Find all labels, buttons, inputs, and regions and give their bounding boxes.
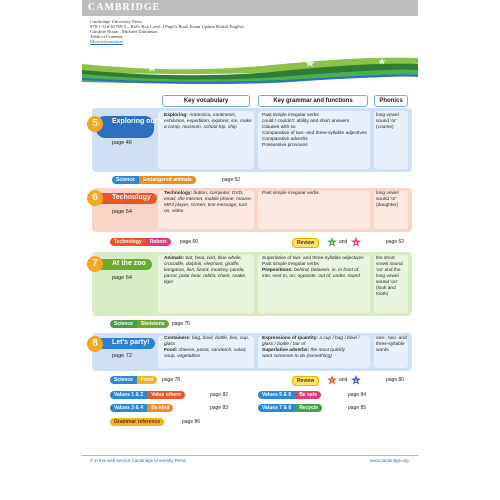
values-7-8-link[interactable] bbox=[258, 404, 322, 412]
vocab-topic-label: Technology: bbox=[164, 191, 193, 196]
unit-5-number: 5 bbox=[87, 116, 103, 132]
unit-5-phonics: long vowel sound 'or' (course) bbox=[376, 113, 399, 130]
pill-values: Values 5 & 6 bbox=[258, 391, 295, 399]
star-number: 7 bbox=[330, 377, 334, 383]
pill-science: Science bbox=[112, 176, 139, 184]
unit-6-star-icon bbox=[351, 237, 361, 247]
review-page: page 62 bbox=[386, 239, 405, 245]
grammar-label: Expressions of quantity: bbox=[262, 336, 318, 341]
brand-logo: CAMBRIDGE bbox=[88, 2, 161, 13]
pill-values: Values 1 & 2 bbox=[110, 391, 147, 399]
unit-5-grammar bbox=[262, 113, 368, 149]
decorative-wave-banner bbox=[82, 56, 418, 86]
unit-5-vocab bbox=[164, 113, 254, 131]
values-page: page 84 bbox=[348, 392, 367, 398]
vocab-words: bag, bowl, bottle, box, cup, glass bbox=[164, 336, 250, 347]
unit-7-title-tab[interactable] bbox=[96, 259, 152, 270]
unit-5-star-icon bbox=[327, 237, 337, 247]
science-page: page 70 bbox=[172, 321, 191, 327]
grammar-item: Superlative of two- and three-syllable adjectives bbox=[262, 256, 364, 261]
unit-5-title: Exploring our world bbox=[112, 118, 179, 125]
grammar-words: behind, between, in, in front of, into, next to, on, opposite, out of, under, round bbox=[262, 268, 360, 279]
pill-science: Science bbox=[110, 320, 137, 328]
unit-8-page: page 72 bbox=[112, 353, 132, 359]
unit-6-vocab bbox=[164, 191, 254, 215]
vocab-words: button, computer, DVD, email, the internet, mobile phone, mouse, MP3 player, screen, text message, turn on, video bbox=[164, 191, 252, 214]
grammar-item bbox=[262, 354, 368, 360]
vocab-group bbox=[164, 336, 254, 348]
column-header-grammar: Key grammar and functions bbox=[258, 95, 368, 107]
vocab-topic-label: Containers: bbox=[164, 336, 191, 341]
footer-copyright: © in this web service Cambridge University Press bbox=[90, 458, 186, 463]
technology-robots-link[interactable] bbox=[110, 238, 171, 246]
pill-topic: Be kind bbox=[147, 404, 173, 412]
pill-topic: Food bbox=[137, 376, 157, 384]
unit-8-number: 8 bbox=[87, 336, 103, 352]
star-number: 8 bbox=[354, 377, 358, 383]
pill-topic: Endangered animals bbox=[139, 176, 196, 184]
unit-7-title: At the zoo bbox=[112, 260, 146, 267]
column-header-phonics: Phonics bbox=[374, 95, 408, 107]
technology-page: page 60 bbox=[180, 239, 199, 245]
pill-science: Science bbox=[110, 376, 137, 384]
review-5-6-link[interactable]: Review bbox=[292, 238, 319, 248]
unit-7-page: page 64 bbox=[112, 275, 132, 281]
review-page: page 80 bbox=[386, 377, 405, 383]
values-page: page 82 bbox=[210, 392, 229, 398]
vocab-words: bat, bear, bird, blue whale, crocodile, dolphin, elephant, giraffe, kangaroo, lion, lizard, monkey, panda, parrot, polar bear, rabbit, shark, snake, tiger bbox=[164, 256, 247, 285]
unit-6-grammar bbox=[262, 191, 368, 197]
isbn-line: 978-1-316-62789-3 – Kid's Box Level 4 Pupil's Book Exam Update British English bbox=[90, 24, 244, 29]
review-and: and bbox=[339, 377, 348, 383]
science-page: page 78 bbox=[162, 377, 181, 383]
unit-6-phonics: long vowel sound 'or' (daughter) bbox=[376, 191, 399, 208]
values-1-2-link[interactable] bbox=[110, 391, 185, 399]
grammar-item: Past simple irregular verbs bbox=[262, 191, 319, 196]
unit-6-title-tab[interactable] bbox=[96, 193, 157, 204]
grammar-item: Comparative of two- and three-syllable adjectives bbox=[262, 131, 367, 136]
column-header-vocabulary: Key vocabulary bbox=[162, 95, 250, 107]
unit-5-title-tab[interactable] bbox=[96, 116, 179, 138]
grammar-reference-link[interactable]: Grammar reference bbox=[110, 418, 164, 426]
grammar-item: Clauses with so bbox=[262, 125, 296, 130]
grammar-item: Past simple irregular verbs bbox=[262, 262, 319, 267]
values-3-4-link[interactable] bbox=[110, 404, 173, 412]
publisher-line: Cambridge University Press bbox=[90, 19, 142, 24]
pill-values: Values 7 & 8 bbox=[258, 404, 295, 412]
toc-line: Table of Contents bbox=[90, 34, 123, 39]
authors-line: Caroline Nixon , Michael Tomlinson bbox=[90, 29, 158, 34]
science-page: page 52 bbox=[222, 177, 241, 183]
science-food-link[interactable] bbox=[110, 376, 157, 384]
vocab-topic-label: Exploring: bbox=[164, 113, 188, 118]
unit-7-number: 7 bbox=[87, 256, 103, 272]
pill-topic: Skeletons bbox=[137, 320, 169, 328]
values-page: page 85 bbox=[348, 405, 367, 411]
unit-8-phonics: one-, two- and three-syllable words bbox=[376, 336, 407, 353]
grammar-words: want someone to do (something) bbox=[262, 354, 332, 359]
grammar-item bbox=[262, 268, 368, 280]
unit-7-grammar bbox=[262, 256, 368, 280]
unit-5-page: page 46 bbox=[112, 140, 132, 146]
grammar-item: Possessive pronouns bbox=[262, 143, 308, 148]
grammar-words: a cup / bag / bowl / glass / bottle / bar of bbox=[262, 336, 360, 347]
unit-6-number: 6 bbox=[87, 190, 103, 206]
unit-8-title: Let's party! bbox=[112, 339, 150, 346]
unit-8-grammar bbox=[262, 336, 368, 360]
grammar-item: Past simple irregular verbs bbox=[262, 113, 319, 118]
grammar-item: could / couldn't: ability and short answers bbox=[262, 119, 350, 124]
pill-topic: Recycle bbox=[295, 404, 322, 412]
unit-7-phonics: the short vowel sound 'oo' and the long vowel sound 'oo' (look and tooth) bbox=[376, 256, 403, 297]
grammar-item: Comparative adverbs bbox=[262, 137, 308, 142]
footer-divider bbox=[82, 455, 418, 456]
grammar-words: the most quickly bbox=[310, 348, 345, 353]
review-7-8-link[interactable]: Review bbox=[292, 376, 319, 386]
more-information-link[interactable]: More information bbox=[90, 39, 123, 44]
review-and: and bbox=[339, 239, 348, 245]
vocab-topic-label: Animals: bbox=[164, 256, 185, 261]
grammar-label: Superlative adverbs: bbox=[262, 348, 310, 353]
vocab-topic-label: Food: bbox=[164, 348, 178, 353]
unit-8-vocab bbox=[164, 336, 254, 360]
unit-6-title: Technology bbox=[112, 194, 151, 201]
pill-values: Values 3 & 4 bbox=[110, 404, 147, 412]
pill-technology: Technology bbox=[110, 238, 146, 246]
pill-topic: Value others bbox=[147, 391, 185, 399]
footer-website-link[interactable]: www.cambridge.org bbox=[370, 458, 409, 463]
unit-6-page: page 54 bbox=[112, 209, 132, 215]
vocab-words: Antarctica, continents, exhibition, expedition, explorer, ice, make a camp, museum, school trip, ship bbox=[164, 113, 252, 130]
unit-7-vocab bbox=[164, 256, 254, 286]
vocab-words: cheese, pasta, sandwich, salad, soup, vegetables bbox=[164, 348, 247, 359]
pill-topic: Robots bbox=[146, 238, 171, 246]
pill-topic: Be safe bbox=[295, 391, 321, 399]
star-number: 5 bbox=[330, 239, 334, 245]
grammar-reference-page: page 86 bbox=[182, 419, 201, 425]
unit-8-title-tab[interactable] bbox=[96, 338, 155, 349]
science-skeletons-link[interactable] bbox=[110, 320, 169, 328]
vocab-group bbox=[164, 348, 254, 360]
grammar-label: Prepositions: bbox=[262, 268, 293, 273]
unit-7-star-icon bbox=[327, 375, 337, 385]
unit-8-star-icon bbox=[351, 375, 361, 385]
values-5-6-link[interactable] bbox=[258, 391, 321, 399]
values-page: page 83 bbox=[210, 405, 229, 411]
star-number: 6 bbox=[354, 239, 358, 245]
science-endangered-animals-link[interactable] bbox=[112, 176, 196, 184]
grammar-item bbox=[262, 336, 368, 348]
